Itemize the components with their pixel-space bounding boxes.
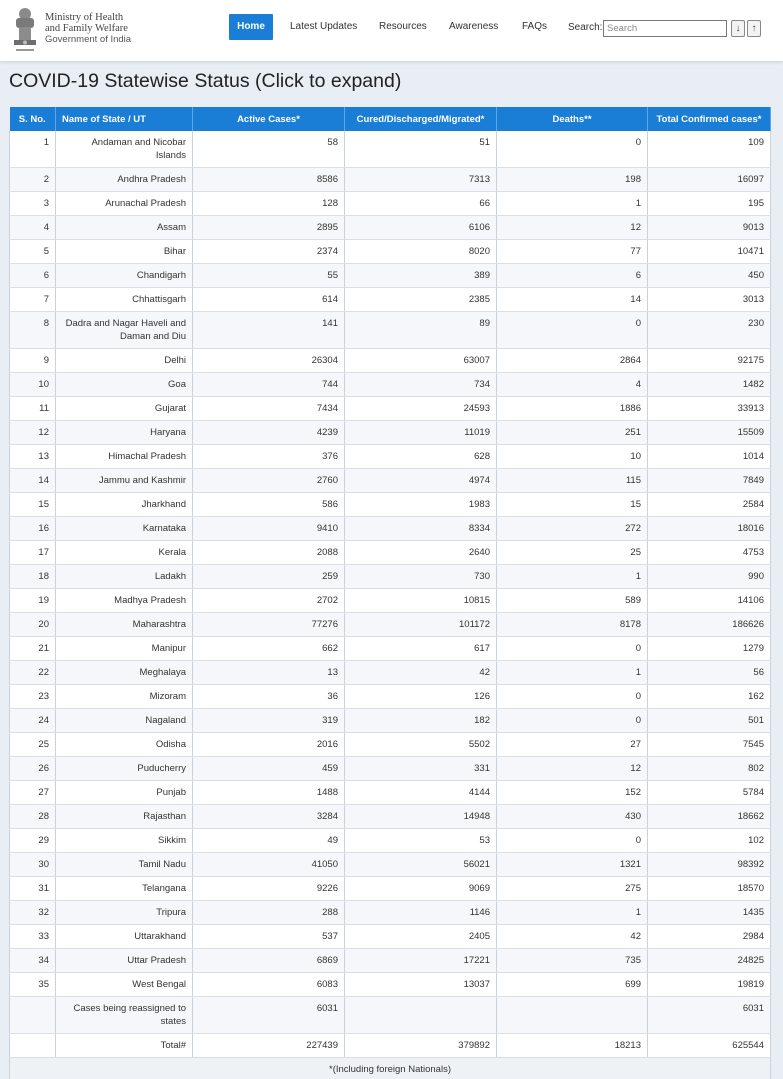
cell-sno: 16 [10, 517, 56, 541]
cell-total-confirmed: 4753 [648, 541, 771, 565]
cell-deaths: 18213 [497, 1034, 648, 1058]
cell-total-confirmed: 18570 [648, 877, 771, 901]
cell-active-cases: 41050 [193, 853, 345, 877]
cell-deaths: 251 [497, 421, 648, 445]
cell-active-cases: 55 [193, 264, 345, 288]
cell-cured: 42 [345, 661, 497, 685]
cell-cured: 617 [345, 637, 497, 661]
cell-cured: 1146 [345, 901, 497, 925]
cell-cured: 14948 [345, 805, 497, 829]
cell-state-name: Telangana [56, 877, 193, 901]
cell-state-name: Jharkhand [56, 493, 193, 517]
cell-state-name: Tamil Nadu [56, 853, 193, 877]
cell-cured: 734 [345, 373, 497, 397]
footnote-row [10, 1058, 771, 1079]
header-total-confirmed[interactable]: Total Confirmed cases* [648, 107, 771, 131]
cell-state-name: Himachal Pradesh [56, 445, 193, 469]
cell-total-confirmed: 1279 [648, 637, 771, 661]
cell-sno: 10 [10, 373, 56, 397]
cell-sno: 14 [10, 469, 56, 493]
cell-state-name: Andhra Pradesh [56, 168, 193, 192]
table-row[interactable] [10, 709, 771, 733]
cell-total-confirmed: 625544 [648, 1034, 771, 1058]
cell-state-name: Andaman and Nicobar Islands [56, 131, 193, 168]
cell-cured: 331 [345, 757, 497, 781]
table-row[interactable] [10, 613, 771, 637]
cell-cured: 379892 [345, 1034, 497, 1058]
table-row[interactable] [10, 312, 771, 349]
table-row[interactable] [10, 901, 771, 925]
cell-active-cases: 6869 [193, 949, 345, 973]
cell-state-name: Maharashtra [56, 613, 193, 637]
arrow-up-icon: ↑ [751, 23, 757, 34]
cell-state-name: Goa [56, 373, 193, 397]
cell-cured: 8020 [345, 240, 497, 264]
cell-sno: 9 [10, 349, 56, 373]
cell-deaths: 12 [497, 757, 648, 781]
cell-active-cases: 2760 [193, 469, 345, 493]
cell-total-confirmed: 5784 [648, 781, 771, 805]
header-active-cases[interactable]: Active Cases* [193, 107, 345, 131]
cell-sno: 18 [10, 565, 56, 589]
cell-total-confirmed: 33913 [648, 397, 771, 421]
cell-deaths: 699 [497, 973, 648, 997]
cell-state-name: Nagaland [56, 709, 193, 733]
cell-deaths: 275 [497, 877, 648, 901]
cell-sno: 21 [10, 637, 56, 661]
cell-sno: 23 [10, 685, 56, 709]
cell-cured: 730 [345, 565, 497, 589]
cell-sno: 11 [10, 397, 56, 421]
cell-total-confirmed: 7545 [648, 733, 771, 757]
table-row[interactable] [10, 421, 771, 445]
cell-state-name: Mizoram [56, 685, 193, 709]
cell-cured: 51 [345, 131, 497, 168]
search-label: Search: [568, 22, 603, 33]
cell-deaths [497, 997, 648, 1034]
cell-state-name: Haryana [56, 421, 193, 445]
table-row[interactable] [10, 685, 771, 709]
cell-active-cases: 3284 [193, 805, 345, 829]
cell-sno: 5 [10, 240, 56, 264]
table-row[interactable] [10, 469, 771, 493]
table-row[interactable] [10, 565, 771, 589]
cell-total-confirmed: 109 [648, 131, 771, 168]
table-row[interactable] [10, 781, 771, 805]
cell-total-confirmed: 56 [648, 661, 771, 685]
cell-state-name: Puducherry [56, 757, 193, 781]
cell-deaths: 0 [497, 829, 648, 853]
cell-deaths: 272 [497, 517, 648, 541]
cell-active-cases: 2374 [193, 240, 345, 264]
cell-total-confirmed: 802 [648, 757, 771, 781]
cell-cured: 89 [345, 312, 497, 349]
cell-deaths: 1321 [497, 853, 648, 877]
cell-sno: 32 [10, 901, 56, 925]
cell-cured: 389 [345, 264, 497, 288]
ministry-line-1: Ministry of Health [45, 12, 124, 23]
cell-deaths: 12 [497, 216, 648, 240]
cell-active-cases: 2088 [193, 541, 345, 565]
cell-sno: 25 [10, 733, 56, 757]
table-row[interactable] [10, 973, 771, 997]
search-input[interactable] [603, 20, 727, 37]
cell-state-name: Tripura [56, 901, 193, 925]
cell-state-name: Chandigarh [56, 264, 193, 288]
cell-cured: 4144 [345, 781, 497, 805]
cell-active-cases: 2702 [193, 589, 345, 613]
cell-state-name: Chhattisgarh [56, 288, 193, 312]
cell-cured: 7313 [345, 168, 497, 192]
cell-state-name: Assam [56, 216, 193, 240]
cell-sno: 8 [10, 312, 56, 349]
cell-state-name: Kerala [56, 541, 193, 565]
table-row[interactable] [10, 192, 771, 216]
cell-total-confirmed: 2984 [648, 925, 771, 949]
scroll-down-button[interactable] [731, 20, 745, 37]
cell-active-cases: 2016 [193, 733, 345, 757]
cell-cured [345, 997, 497, 1034]
header-deaths[interactable]: Deaths** [497, 107, 648, 131]
cell-state-name: West Bengal [56, 973, 193, 997]
cell-deaths: 430 [497, 805, 648, 829]
table-header-row [10, 107, 771, 131]
table-row[interactable] [10, 829, 771, 853]
nav-latest-updates[interactable]: Latest Updates [290, 21, 358, 32]
cell-state-name: Manipur [56, 637, 193, 661]
cell-active-cases: 77276 [193, 613, 345, 637]
cell-active-cases: 586 [193, 493, 345, 517]
ministry-line-2: and Family Welfare [45, 23, 128, 34]
cell-sno: 1 [10, 131, 56, 168]
cell-state-name: Gujarat [56, 397, 193, 421]
cell-state-name: Total# [56, 1034, 193, 1058]
cell-state-name: Madhya Pradesh [56, 589, 193, 613]
cell-total-confirmed: 18662 [648, 805, 771, 829]
cell-deaths: 735 [497, 949, 648, 973]
cell-active-cases: 6031 [193, 997, 345, 1034]
table-row[interactable] [10, 949, 771, 973]
table-row[interactable] [10, 541, 771, 565]
cell-total-confirmed: 18016 [648, 517, 771, 541]
cell-active-cases: 4239 [193, 421, 345, 445]
footnote-text: *(Including foreign Nationals) [10, 1058, 771, 1079]
cell-active-cases: 6083 [193, 973, 345, 997]
cell-active-cases: 288 [193, 901, 345, 925]
cell-total-confirmed: 6031 [648, 997, 771, 1034]
cell-active-cases: 259 [193, 565, 345, 589]
cell-sno: 3 [10, 192, 56, 216]
cell-total-confirmed: 19819 [648, 973, 771, 997]
cell-total-confirmed: 162 [648, 685, 771, 709]
cell-cured: 17221 [345, 949, 497, 973]
cell-total-confirmed: 98392 [648, 853, 771, 877]
cell-deaths: 25 [497, 541, 648, 565]
top-header [0, 0, 783, 62]
cell-total-confirmed: 450 [648, 264, 771, 288]
scroll-up-button[interactable] [747, 20, 761, 37]
table-row[interactable] [10, 517, 771, 541]
cell-cured: 8334 [345, 517, 497, 541]
table-row[interactable] [10, 757, 771, 781]
cell-cured: 9069 [345, 877, 497, 901]
table-row[interactable] [10, 131, 771, 168]
ministry-name [45, 12, 131, 45]
cell-deaths: 589 [497, 589, 648, 613]
cell-total-confirmed: 15509 [648, 421, 771, 445]
cell-sno: 20 [10, 613, 56, 637]
cell-cured: 6106 [345, 216, 497, 240]
cell-cured: 63007 [345, 349, 497, 373]
cell-state-name: Karnataka [56, 517, 193, 541]
cell-active-cases: 319 [193, 709, 345, 733]
cell-total-confirmed: 3013 [648, 288, 771, 312]
cell-deaths: 1 [497, 565, 648, 589]
cell-active-cases: 8586 [193, 168, 345, 192]
ministry-line-3: Government of India [45, 34, 132, 45]
cell-total-confirmed: 9013 [648, 216, 771, 240]
cell-deaths: 2864 [497, 349, 648, 373]
cell-active-cases: 49 [193, 829, 345, 853]
cell-active-cases: 662 [193, 637, 345, 661]
cell-active-cases: 227439 [193, 1034, 345, 1058]
cell-state-name: Delhi [56, 349, 193, 373]
cell-cured: 628 [345, 445, 497, 469]
cell-sno: 24 [10, 709, 56, 733]
header-cured[interactable]: Cured/Discharged/Migrated* [345, 107, 497, 131]
table-row[interactable] [10, 637, 771, 661]
cell-active-cases: 141 [193, 312, 345, 349]
cell-cured: 66 [345, 192, 497, 216]
cell-state-name: Bihar [56, 240, 193, 264]
cell-deaths: 0 [497, 131, 648, 168]
statewise-table-container [9, 107, 770, 1079]
cell-active-cases: 1488 [193, 781, 345, 805]
cell-sno: 19 [10, 589, 56, 613]
cell-active-cases: 7434 [193, 397, 345, 421]
cell-deaths: 0 [497, 312, 648, 349]
table-row[interactable] [10, 997, 771, 1034]
cell-state-name: Odisha [56, 733, 193, 757]
cell-sno: 7 [10, 288, 56, 312]
national-emblem-logo [10, 5, 40, 57]
table-row[interactable] [10, 925, 771, 949]
cell-state-name: Uttarakhand [56, 925, 193, 949]
cell-sno: 27 [10, 781, 56, 805]
cell-cured: 182 [345, 709, 497, 733]
cell-total-confirmed: 230 [648, 312, 771, 349]
cell-total-confirmed: 16097 [648, 168, 771, 192]
cell-state-name: Uttar Pradesh [56, 949, 193, 973]
table-row[interactable] [10, 373, 771, 397]
cell-sno: 6 [10, 264, 56, 288]
cell-sno: 13 [10, 445, 56, 469]
cell-deaths: 152 [497, 781, 648, 805]
statewise-table [9, 107, 771, 1079]
cell-total-confirmed: 1482 [648, 373, 771, 397]
nav-faqs[interactable]: FAQs [522, 21, 548, 32]
cell-sno: 22 [10, 661, 56, 685]
cell-deaths: 1886 [497, 397, 648, 421]
table-row[interactable] [10, 853, 771, 877]
cell-cured: 53 [345, 829, 497, 853]
cell-cured: 4974 [345, 469, 497, 493]
cell-active-cases: 614 [193, 288, 345, 312]
cell-total-confirmed: 7849 [648, 469, 771, 493]
cell-total-confirmed: 92175 [648, 349, 771, 373]
cell-total-confirmed: 990 [648, 565, 771, 589]
nav-resources[interactable]: Resources [379, 21, 427, 32]
cell-deaths: 14 [497, 288, 648, 312]
cell-sno: 4 [10, 216, 56, 240]
table-row[interactable] [10, 240, 771, 264]
table-row[interactable] [10, 397, 771, 421]
cell-sno: 34 [10, 949, 56, 973]
table-row[interactable] [10, 445, 771, 469]
cell-cured: 101172 [345, 613, 497, 637]
cell-cured: 5502 [345, 733, 497, 757]
cell-sno: 12 [10, 421, 56, 445]
cell-cured: 11019 [345, 421, 497, 445]
cell-deaths: 15 [497, 493, 648, 517]
cell-sno: 2 [10, 168, 56, 192]
table-row[interactable] [10, 264, 771, 288]
cell-total-confirmed: 195 [648, 192, 771, 216]
arrow-down-icon: ↓ [735, 23, 741, 34]
cell-active-cases: 376 [193, 445, 345, 469]
table-row[interactable] [10, 589, 771, 613]
cell-cured: 2385 [345, 288, 497, 312]
table-row[interactable] [10, 661, 771, 685]
cell-state-name: Cases being reassigned to states [56, 997, 193, 1034]
cell-sno: 31 [10, 877, 56, 901]
cell-deaths: 115 [497, 469, 648, 493]
cell-cured: 2640 [345, 541, 497, 565]
cell-state-name: Meghalaya [56, 661, 193, 685]
cell-deaths: 42 [497, 925, 648, 949]
cell-total-confirmed: 1014 [648, 445, 771, 469]
cell-active-cases: 744 [193, 373, 345, 397]
cell-cured: 2405 [345, 925, 497, 949]
cell-total-confirmed: 10471 [648, 240, 771, 264]
cell-state-name: Arunachal Pradesh [56, 192, 193, 216]
cell-deaths: 1 [497, 901, 648, 925]
cell-sno: 28 [10, 805, 56, 829]
cell-total-confirmed: 14106 [648, 589, 771, 613]
cell-active-cases: 459 [193, 757, 345, 781]
cell-deaths: 6 [497, 264, 648, 288]
cell-sno [10, 997, 56, 1034]
cell-state-name: Punjab [56, 781, 193, 805]
cell-deaths: 0 [497, 685, 648, 709]
table-row[interactable] [10, 288, 771, 312]
cell-active-cases: 128 [193, 192, 345, 216]
cell-cured: 1983 [345, 493, 497, 517]
cell-state-name: Sikkim [56, 829, 193, 853]
header-sno[interactable]: S. No. [10, 107, 56, 131]
cell-cured: 10815 [345, 589, 497, 613]
cell-sno: 33 [10, 925, 56, 949]
cell-cured: 56021 [345, 853, 497, 877]
cell-sno: 17 [10, 541, 56, 565]
cell-deaths: 10 [497, 445, 648, 469]
cell-total-confirmed: 24825 [648, 949, 771, 973]
cell-active-cases: 36 [193, 685, 345, 709]
cell-deaths: 8178 [497, 613, 648, 637]
cell-active-cases: 9410 [193, 517, 345, 541]
table-row[interactable] [10, 1034, 771, 1058]
cell-active-cases: 9226 [193, 877, 345, 901]
table-row[interactable] [10, 877, 771, 901]
cell-state-name: Dadra and Nagar Haveli and Daman and Diu [56, 312, 193, 349]
cell-sno: 29 [10, 829, 56, 853]
cell-sno [10, 1034, 56, 1058]
cell-state-name: Rajasthan [56, 805, 193, 829]
cell-active-cases: 2895 [193, 216, 345, 240]
cell-sno: 26 [10, 757, 56, 781]
table-row[interactable] [10, 349, 771, 373]
cell-deaths: 198 [497, 168, 648, 192]
cell-active-cases: 58 [193, 131, 345, 168]
cell-total-confirmed: 1435 [648, 901, 771, 925]
cell-state-name: Jammu and Kashmir [56, 469, 193, 493]
table-row[interactable] [10, 733, 771, 757]
cell-deaths: 27 [497, 733, 648, 757]
table-row[interactable] [10, 493, 771, 517]
cell-sno: 15 [10, 493, 56, 517]
cell-cured: 24593 [345, 397, 497, 421]
nav-home[interactable]: Home [229, 14, 273, 40]
cell-sno: 35 [10, 973, 56, 997]
cell-state-name: Ladakh [56, 565, 193, 589]
nav-awareness[interactable]: Awareness [449, 21, 499, 32]
cell-total-confirmed: 186626 [648, 613, 771, 637]
cell-active-cases: 26304 [193, 349, 345, 373]
table-row[interactable] [10, 805, 771, 829]
cell-deaths: 0 [497, 709, 648, 733]
table-row[interactable] [10, 216, 771, 240]
cell-deaths: 77 [497, 240, 648, 264]
page-title[interactable]: COVID-19 Statewise Status (Click to expand) [9, 70, 402, 92]
cell-deaths: 1 [497, 192, 648, 216]
cell-deaths: 4 [497, 373, 648, 397]
cell-cured: 13037 [345, 973, 497, 997]
cell-active-cases: 537 [193, 925, 345, 949]
cell-total-confirmed: 2584 [648, 493, 771, 517]
cell-sno: 30 [10, 853, 56, 877]
header-state-name[interactable]: Name of State / UT [56, 107, 193, 131]
cell-active-cases: 13 [193, 661, 345, 685]
table-body [10, 131, 771, 1079]
cell-total-confirmed: 102 [648, 829, 771, 853]
cell-cured: 126 [345, 685, 497, 709]
cell-total-confirmed: 501 [648, 709, 771, 733]
cell-deaths: 0 [497, 637, 648, 661]
table-row[interactable] [10, 168, 771, 192]
cell-deaths: 1 [497, 661, 648, 685]
